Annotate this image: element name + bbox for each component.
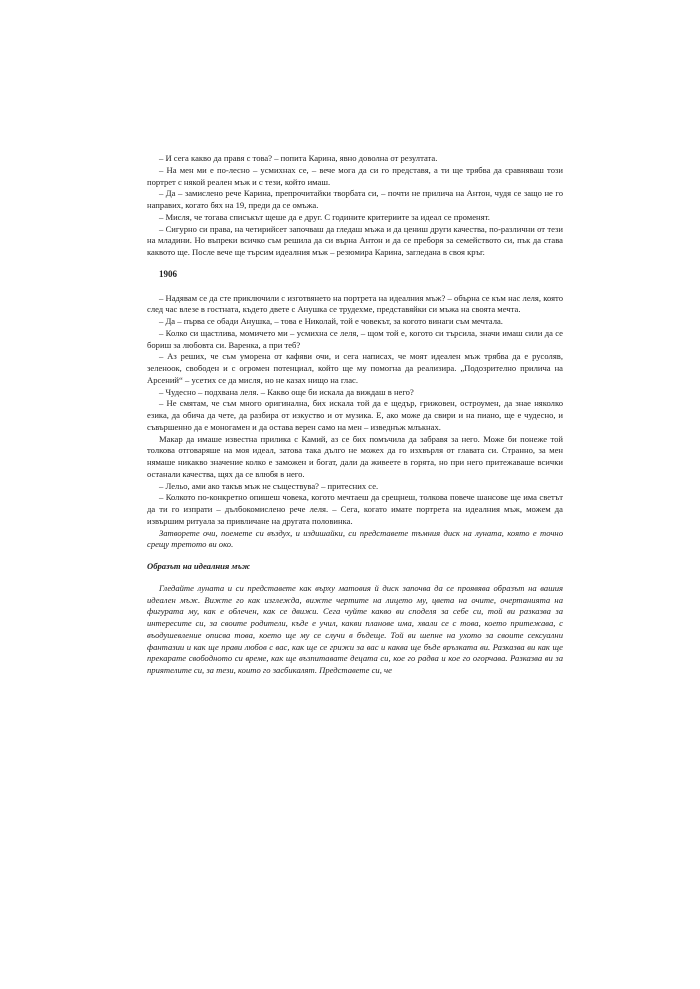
paragraph: – Колко си щастлива, момичето ми – усмихна се леля, – щом той е, когото си търсила, значи имаш сили да се бориш за любовта си. Варенка, а при теб? (147, 327, 563, 350)
paragraph: – Колкото по-конкретно опишеш човека, когото мечтаеш да срещнеш, толкова повече шансове ще има светът да ти го изпрати – дълбокомислено рече леля. – Сега, когато имате портрета на идеалния мъж, можем да извършим ритуала за привличане на другата половинка. (147, 492, 563, 526)
paragraph: – На мен ми е по-лесно – усмихнах се, – вече мога да си го представя, а ти ще трябва да сравняваш този портрет с някой реален мъж и с тези, който имаш. (147, 164, 563, 187)
paragraph: – Надявам се да сте приключили с изготвянето на портрета на идеалния мъж? – обърна се към нас леля, която след час влезе в гостната, където двете с Анушка се трудехме, представяйки си мъжа на своята мечта. (147, 292, 563, 315)
paragraph: – Да – първа се обади Анушка, – това е Николай, той е човекът, за когото винаги съм мечтала. (159, 316, 503, 326)
paragraph: – Лельо, ами ако такъв мъж не съществува? – притесних се. (159, 480, 379, 491)
paragraph: – И сега какво да правя с това? – попита Карина, явно доволна от резултата. (159, 153, 438, 163)
paragraph-italic: Затворете очи, поемете си въздух, и издишайки, си представете тъмния диск на луната, която е точно срещу третото ви око. (147, 527, 563, 550)
paragraph: – Да – замислено рече Карина, препрочитайки творбата си, – почти не прилича на Антон, чудя се защо не го направих, когато бях на 19, преди да се омъжа. (147, 188, 563, 210)
paragraph: Макар да имаше известна прилика с Камий, аз се бих помъчила да забравя за него. Може би понеже той толкова отговаряше на моя идеал, затова така дълго не можех да го изхвърля от главата си. Странно, за мен нямаше никакво значение колко е заможен и богат, дали да живеете в горята, но при него притежаваше всички останали качества, щях да се влюбя в него. (147, 433, 563, 479)
paragraph: – Не смятам, че съм много оригинална, бих искала той да е щедър, грижовен, остроумен, да знае няколко езика, да обича да чете, да разбира от изкуство и от музика. Е, ако може да свири и на пиано, ще е чудесно, и съвършенно да е моногамен и да остава верен само на мен – изведнъж млъкнах. (147, 398, 563, 432)
book-page (147, 153, 563, 677)
paragraph: – Мисля, че тогава списъкът щеше да е друг. С годините критериите за идеал се променят. (159, 211, 490, 222)
paragraph-italic: Гледайте луната и си представете как върху матовия й диск започва да се проявява образът на вашия идеален мъж. Вижте го как изглежда, вижте чертите на лицето му, цвета на очите, очертанията на фигурата му, как е облечен, как се движи. Сега чуйте какво ви споделя за себе си, той ви разказва за интересите си, за своите родители, къде е учил, какви планове има, хвали се с това, което притежава, с въодушевление описва това, което ще му се случи в бъдеще. Той ви шепне на ухото за своите сексуални фантазии и как ще прави любов с вас, как ще се грижи за вас и каква ще бъде връзката ви. Разказва ви как ще прекарате свободното си време, как ще възпитавате децата си, кое го радва и кое го огорчава. Разказва ви за приятелите си, за тези, които го засбикалят. Представете си, че (147, 582, 563, 675)
paragraph: – Чудесно – подхвана леля. – Какво още би искала да виждаш в него? (159, 386, 414, 397)
section-heading: Образът на идеалния мъж (147, 561, 251, 571)
year-heading: 1906 (159, 268, 177, 279)
paragraph: – Аз реших, че съм уморена от кафяви очи, и сега написах, че моят идеален мъж трябва да е русоляв, зеленоок, свободен и с огромен потенциал, който ще му помогна да реализира. „Подозрително прилича на Арсений“ – усетих се да мисля, но не казах нищо на глас. (147, 351, 563, 385)
paragraph: – Сигурно си права, на четирийсет започваш да гледаш мъжа и да цениш други качества, по-различни от тези на младини. Но въпреки всичко съм решила да си върна Антон и да се преборя за семейството си, пък да става каквото ще. После вече ще търсим идеалния мъж – резюмира Карина, загледана в своя кръг. (147, 223, 563, 257)
